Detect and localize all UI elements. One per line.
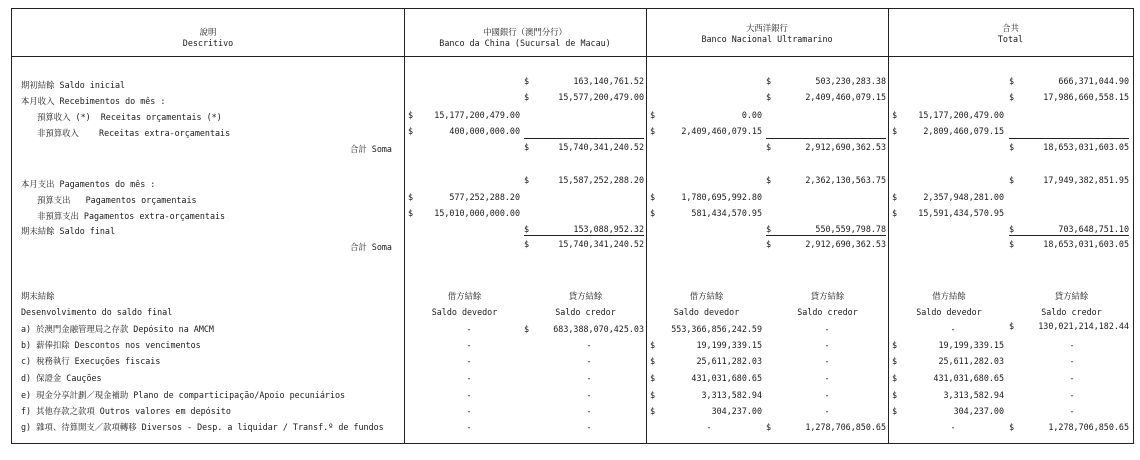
boc-credor-zh: 貸方結餘 — [568, 291, 603, 301]
total-saldo-inicial: 666,371,044.90 — [1058, 76, 1129, 86]
header-descr-zh: 說明 — [199, 27, 217, 37]
label-saldo-inicial: 期初結餘 Saldo inicial — [21, 80, 126, 90]
bnu-devedor-zh: 借方結餘 — [689, 291, 724, 301]
total-credor-zh: 貸方結餘 — [1054, 291, 1089, 301]
total-credor-c: - — [1069, 356, 1075, 366]
currency-sign: $ — [766, 175, 772, 185]
currency-sign: $ — [524, 324, 530, 334]
statement-table — [11, 8, 1134, 444]
label-item-c: c) 稅務執行 Execuções fiscais — [21, 356, 161, 366]
boc-pagamentos-orcamentais: 577,252,288.20 — [449, 192, 520, 202]
currency-sign: $ — [408, 110, 414, 120]
currency-sign: $ — [650, 356, 656, 366]
header-boc-zh: 中國銀行（澳門分行） — [483, 27, 567, 37]
column-divider — [404, 9, 405, 443]
boc-devedor-d: - — [466, 373, 472, 383]
label-item-b: b) 薪俸扣除 Descontos nos vencimentos — [21, 340, 201, 350]
currency-sign: $ — [650, 373, 656, 383]
header-bnu-zh: 大西洋銀行 — [746, 23, 788, 33]
label-periodo-zh: 期末結餘 — [21, 291, 55, 301]
bnu-receitas-orcamentais: 0.00 — [741, 110, 762, 120]
bnu-credor-pt: Saldo credor — [797, 307, 858, 317]
bnu-devedor-c: 25,611,282.03 — [696, 356, 762, 366]
subtotal-rule — [1009, 138, 1129, 139]
boc-devedor-c: - — [466, 356, 472, 366]
currency-sign: $ — [650, 126, 656, 136]
currency-sign: $ — [892, 208, 898, 218]
total-devedor-c: 25,611,282.03 — [938, 356, 1004, 366]
total-credor-b: - — [1069, 340, 1075, 350]
label-pagamentos: 本月支出 Pagamentos do mês : — [21, 179, 156, 189]
boc-credor-pt: Saldo credor — [555, 307, 616, 317]
bnu-pagamentos: 2,362,130,563.75 — [805, 175, 886, 185]
total-pagamentos-orcamentais: 2,357,948,281.00 — [923, 192, 1004, 202]
bnu-credor-c: - — [824, 356, 830, 366]
currency-sign: $ — [524, 175, 530, 185]
label-desenvolvimento: Desenvolvimento do saldo final — [21, 307, 173, 317]
currency-sign: $ — [650, 208, 656, 218]
bnu-saldo-inicial: 503,230,283.38 — [815, 76, 886, 86]
bnu-devedor-a: 553,366,856,242.59 — [671, 324, 762, 334]
bnu-devedor-pt: Saldo devedor — [673, 307, 740, 317]
boc-credor-b: - — [586, 340, 592, 350]
currency-sign: $ — [766, 422, 772, 432]
bnu-soma: 2,912,690,362.53 — [805, 239, 886, 249]
subtotal-rule — [524, 138, 644, 139]
currency-sign: $ — [1009, 76, 1015, 86]
bnu-receitas-extra: 2,409,460,079.15 — [681, 126, 762, 136]
label-soma: 合計 Soma — [350, 242, 392, 252]
boc-receitas-orcamentais: 15,177,200,479.00 — [434, 110, 520, 120]
boc-receitas-extra: 400,000,000.00 — [449, 126, 520, 136]
total-credor-a: 130,021,214,182.44 — [1038, 321, 1129, 331]
bnu-devedor-d: 431,031,680.65 — [691, 373, 762, 383]
currency-sign: $ — [892, 340, 898, 350]
total-credor-d: - — [1069, 373, 1075, 383]
label-receitas-extra: 非預算收入 Receitas extra-orçamentais — [37, 128, 231, 138]
header-divider — [12, 56, 1133, 57]
total-devedor-g: - — [950, 422, 956, 432]
currency-sign: $ — [766, 224, 772, 234]
label-recebimentos: 本月收入 Recebimentos do mês : — [21, 96, 166, 106]
label-soma: 合計 Soma — [350, 144, 392, 154]
boc-devedor-pt: Saldo devedor — [431, 307, 498, 317]
currency-sign: $ — [650, 340, 656, 350]
label-pagamentos-extra: 非預算支出 Pagamentos extra-orçamentais — [37, 211, 226, 221]
label-pagamentos-orcamentais: 預算支出 Pagamentos orçamentais — [37, 195, 197, 205]
total-devedor-a: - — [950, 324, 956, 334]
currency-sign: $ — [892, 373, 898, 383]
boc-devedor-b: - — [466, 340, 472, 350]
column-divider — [888, 9, 889, 443]
boc-recebimentos: 15,577,200,479.00 — [558, 92, 644, 102]
total-soma: 18,653,031,603.05 — [1043, 239, 1129, 249]
total-saldo-final: 703,648,751.10 — [1058, 224, 1129, 234]
header-total-pt: Total — [997, 34, 1024, 44]
bnu-devedor-b: 19,199,339.15 — [696, 340, 762, 350]
boc-devedor-f: - — [466, 406, 472, 416]
boc-saldo-inicial: 163,140,761.52 — [573, 76, 644, 86]
label-item-g: g) 雜項、待算開支／款項轉移 Diversos - Desp. a liquidar / Transf.º de fundos — [21, 422, 384, 432]
total-recebimentos: 17,986,660,558.15 — [1043, 92, 1129, 102]
boc-devedor-e: - — [466, 390, 472, 400]
currency-sign: $ — [650, 192, 656, 202]
total-pagamentos: 17,949,382,851.95 — [1043, 175, 1129, 185]
boc-credor-e: - — [586, 390, 592, 400]
boc-devedor-zh: 借方結餘 — [447, 291, 482, 301]
label-receitas-orcamentais: 預算收入 (*) Receitas orçamentais (*) — [37, 112, 222, 122]
boc-credor-c: - — [586, 356, 592, 366]
currency-sign: $ — [650, 390, 656, 400]
bnu-devedor-g: - — [706, 422, 712, 432]
currency-sign: $ — [892, 192, 898, 202]
total-pagamentos-extra: 15,591,434,570.95 — [918, 208, 1004, 218]
total-devedor-pt: Saldo devedor — [916, 307, 982, 317]
bnu-pagamentos-extra: 581,434,570.95 — [691, 208, 762, 218]
label-item-f: f) 其他存款之款項 Outros valores em depósito — [21, 406, 231, 416]
currency-sign: $ — [524, 76, 530, 86]
currency-sign: $ — [1009, 175, 1015, 185]
bnu-devedor-e: 3,313,582.94 — [701, 390, 762, 400]
currency-sign: $ — [1009, 92, 1015, 102]
total-receitas-extra: 2,809,460,079.15 — [923, 126, 1004, 136]
label-saldo-final: 期末結餘 Saldo final — [21, 226, 116, 236]
currency-sign: $ — [892, 126, 898, 136]
total-devedor-zh: 借方結餘 — [932, 291, 966, 301]
bnu-credor-b: - — [824, 340, 830, 350]
currency-sign: $ — [650, 406, 656, 416]
bnu-saldo-final: 550,559,798.78 — [815, 224, 886, 234]
boc-credor-f: - — [586, 406, 592, 416]
currency-sign: $ — [1009, 321, 1015, 331]
subtotal-rule — [766, 138, 886, 139]
bnu-pagamentos-orcamentais: 1,780,695,992.80 — [681, 192, 762, 202]
currency-sign: $ — [408, 126, 414, 136]
currency-sign: $ — [650, 110, 656, 120]
total-receitas-orcamentais: 15,177,200,479.00 — [918, 110, 1004, 120]
currency-sign: $ — [408, 208, 414, 218]
subtotal-rule — [766, 235, 886, 236]
boc-soma: 15,740,341,240.52 — [558, 142, 644, 152]
label-item-e: e) 現金分享計劃／現金補助 Plano de comparticipação/Apoio pecuniários — [21, 390, 346, 400]
total-credor-e: - — [1069, 390, 1075, 400]
label-item-d: d) 保證金 Cauções — [21, 373, 102, 383]
boc-soma: 15,740,341,240.52 — [558, 239, 644, 249]
currency-sign: $ — [892, 406, 898, 416]
currency-sign: $ — [1009, 239, 1015, 249]
currency-sign: $ — [524, 224, 530, 234]
bnu-recebimentos: 2,409,460,079.15 — [805, 92, 886, 102]
bnu-credor-g: 1,278,706,850.65 — [805, 422, 886, 432]
boc-devedor-g: - — [466, 422, 472, 432]
currency-sign: $ — [766, 239, 772, 249]
currency-sign: $ — [892, 390, 898, 400]
label-item-a: a) 於澳門金融管理局之存款 Depósito na AMCM — [21, 324, 214, 334]
subtotal-rule — [524, 235, 644, 236]
boc-pagamentos-extra: 15,010,000,000.00 — [434, 208, 520, 218]
currency-sign: $ — [524, 92, 530, 102]
total-devedor-b: 19,199,339.15 — [938, 340, 1004, 350]
boc-devedor-a: - — [466, 324, 472, 334]
total-credor-f: - — [1069, 406, 1075, 416]
total-credor-pt: Saldo credor — [1041, 307, 1102, 317]
currency-sign: $ — [766, 142, 772, 152]
total-soma: 18,653,031,603.05 — [1043, 142, 1129, 152]
header-descr-pt: Descritivo — [182, 38, 234, 48]
bnu-credor-d: - — [824, 373, 830, 383]
currency-sign: $ — [524, 142, 530, 152]
total-credor-g: 1,278,706,850.65 — [1048, 422, 1129, 432]
boc-credor-d: - — [586, 373, 592, 383]
currency-sign: $ — [1009, 224, 1015, 234]
column-divider — [646, 9, 647, 443]
currency-sign: $ — [892, 110, 898, 120]
currency-sign: $ — [766, 92, 772, 102]
currency-sign: $ — [1009, 422, 1015, 432]
currency-sign: $ — [524, 239, 530, 249]
header-total-zh: 合共 — [1002, 23, 1019, 33]
bnu-credor-e: - — [824, 390, 830, 400]
total-devedor-e: 3,313,582.94 — [943, 390, 1004, 400]
bnu-soma: 2,912,690,362.53 — [805, 142, 886, 152]
boc-pagamentos: 15,587,252,288.20 — [558, 175, 644, 185]
boc-saldo-final: 153,088,952.32 — [573, 224, 644, 234]
currency-sign: $ — [766, 76, 772, 86]
bnu-devedor-f: 304,237.00 — [711, 406, 762, 416]
subtotal-rule — [1009, 235, 1129, 236]
total-devedor-f: 304,237.00 — [953, 406, 1004, 416]
boc-credor-a: 683,388,070,425.03 — [553, 324, 644, 334]
bnu-credor-zh: 貸方結餘 — [810, 291, 845, 301]
currency-sign: $ — [1009, 142, 1015, 152]
currency-sign: $ — [892, 356, 898, 366]
bnu-credor-a: - — [824, 324, 830, 334]
header-bnu-pt: Banco Nacional Ultramarino — [701, 34, 833, 44]
boc-credor-g: - — [586, 422, 592, 432]
bnu-credor-f: - — [824, 406, 830, 416]
total-devedor-d: 431,031,680.65 — [933, 373, 1004, 383]
header-boc-pt: Banco da China (Sucursal de Macau) — [439, 38, 611, 48]
currency-sign: $ — [408, 192, 414, 202]
